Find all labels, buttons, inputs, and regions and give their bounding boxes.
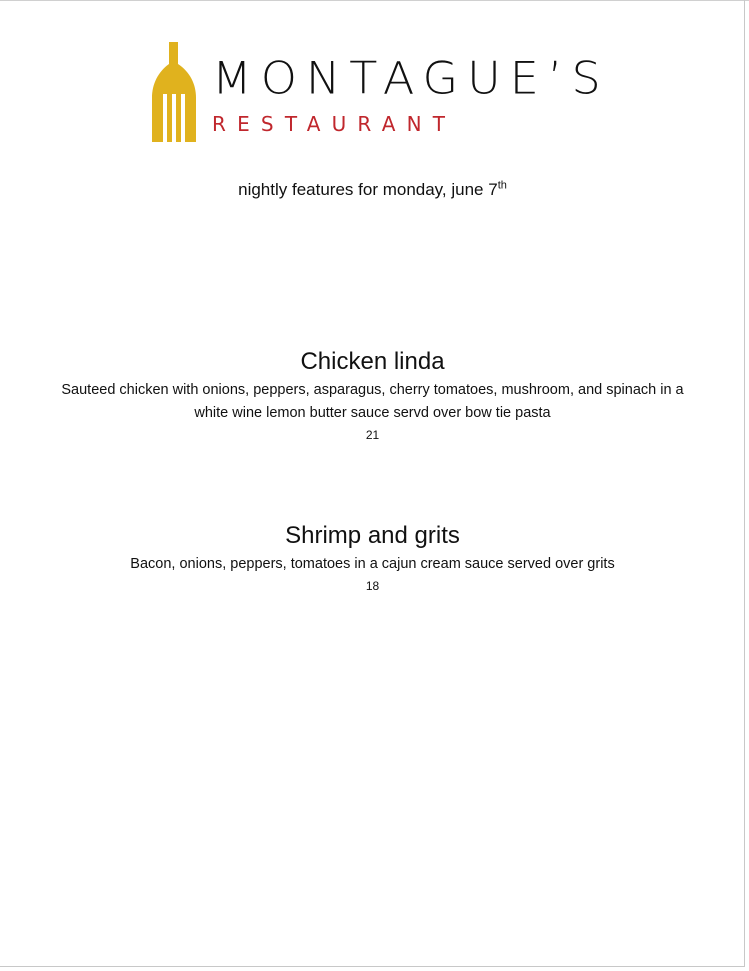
tagline-text: nightly features for monday, june 7 [238, 180, 498, 199]
menu-item-price: 18 [365, 579, 380, 593]
menu-item-price: 21 [365, 428, 380, 442]
menu-item-title: Shrimp and grits [285, 522, 460, 549]
fork-bottle-icon [150, 42, 198, 146]
logo-subtitle: RESTAURANT [212, 112, 457, 136]
menu-item-description: Bacon, onions, peppers, tomatoes in a cajun cream sauce served over grits [130, 556, 615, 572]
logo-name: MONTAGUE’S [212, 52, 610, 104]
tagline-suffix: th [497, 179, 507, 192]
menu-item-description: Sauteed chicken with onions, peppers, asparagus, cherry tomatoes, mushroom, and spinach in a white wine lemon butter sauce servd over bow tie pasta [61, 382, 684, 421]
nightly-features-heading [0, 180, 745, 200]
menu-item [0, 521, 745, 594]
menu-item [0, 347, 745, 443]
restaurant-logo [150, 42, 610, 146]
menu-item-title: Chicken linda [300, 348, 445, 375]
